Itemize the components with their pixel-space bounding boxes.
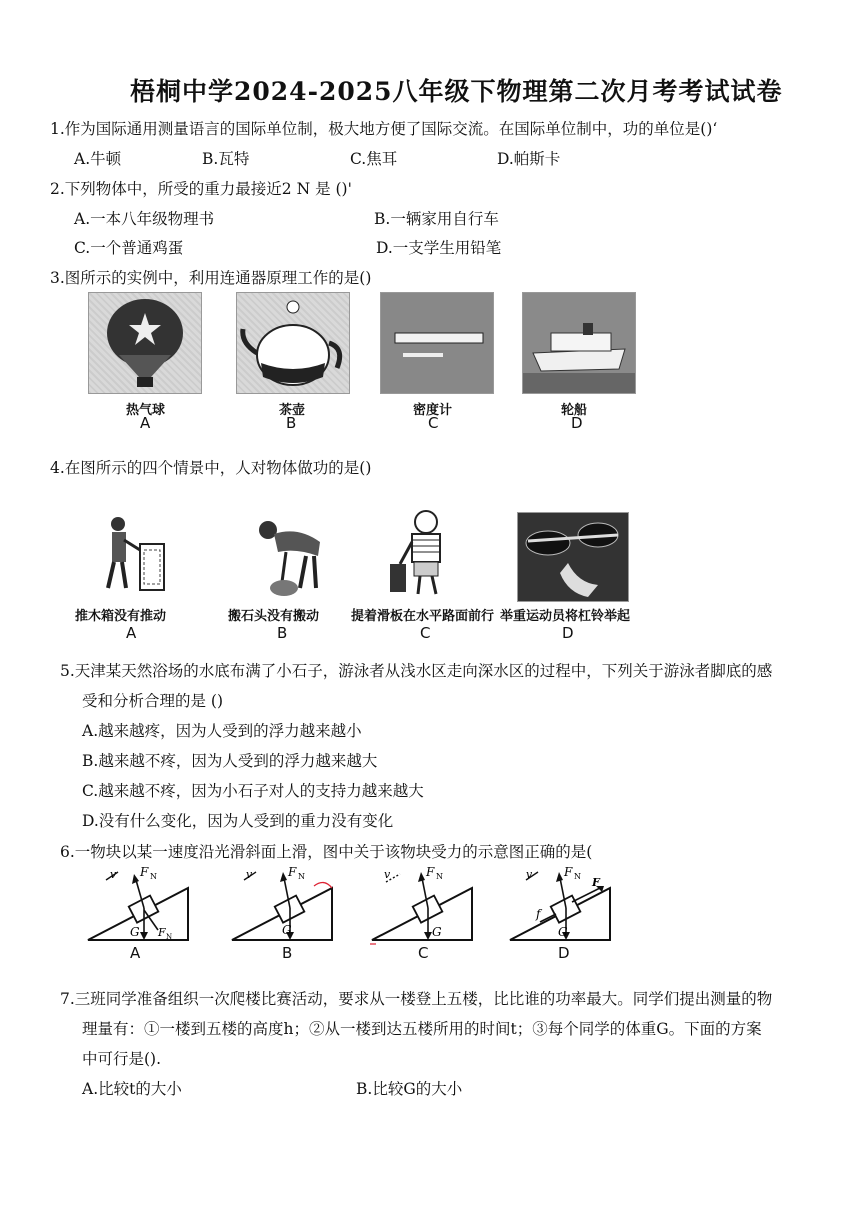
ship-image xyxy=(522,292,636,394)
q7-option-b: B.比较G的大小 xyxy=(356,1080,463,1098)
normal-force-label: F xyxy=(140,866,149,879)
q5-option-d: D.没有什么变化，因为人受到的重力没有变化 xyxy=(82,812,394,830)
q4-caption-b: 搬石头没有搬动 xyxy=(228,609,320,624)
question-5-stem-line2: 受和分析合理的是 () xyxy=(82,692,224,710)
q6-letter-b: B xyxy=(282,944,293,962)
q2-option-b: B.一辆家用自行车 xyxy=(374,210,499,228)
q3-caption-a: 热气球 xyxy=(126,403,166,418)
gravity-label: G xyxy=(282,923,292,937)
q2-option-c: C.一个普通鸡蛋 xyxy=(74,239,184,257)
q6-letter-d: D xyxy=(558,944,570,962)
q1-option-d: D.帕斯卡 xyxy=(497,150,561,168)
normal-force-label: F xyxy=(288,866,297,879)
question-6-stem: 6.一物块以某一速度沿光滑斜面上滑，图中关于该物块受力的示意图正确的是( xyxy=(60,843,593,861)
pushing-box-image xyxy=(98,510,168,600)
q4-letter-d: D xyxy=(562,624,574,642)
page-title: 梧桐中学2024-2025八年级下物理第二次月考考试试卷 xyxy=(130,77,783,106)
gravity-label: G xyxy=(130,925,140,939)
hot-air-balloon-image xyxy=(88,292,202,394)
q3-caption-d: 轮船 xyxy=(561,403,588,418)
question-3-stem: 3.图所示的实例中，利用连通器原理工作的是() xyxy=(50,269,372,287)
question-1-stem: 1.作为国际通用测量语言的国际单位制，极大地方便了国际交流。在国际单位制中，功的单位是()‘ xyxy=(50,120,718,138)
normal-force-subscript: N xyxy=(150,872,157,881)
q2-option-d: D.一支学生用铅笔 xyxy=(376,239,502,257)
velocity-label: v xyxy=(110,868,117,881)
q4-letter-a: A xyxy=(126,624,137,642)
normal-force-label: F xyxy=(564,866,573,879)
gravity-label: G xyxy=(432,925,442,939)
q6-letter-c: C xyxy=(418,944,429,962)
q4-caption-c: 提着滑板在水平路面前行 xyxy=(351,609,495,624)
q4-caption-a: 推木箱没有推动 xyxy=(75,609,167,624)
q3-letter-b: B xyxy=(286,414,297,432)
velocity-label: v xyxy=(246,868,253,881)
q1-option-a: A.牛顿 xyxy=(74,150,122,168)
normal-force-subscript: N xyxy=(436,872,443,881)
question-7-line1: 7.三班同学准备组织一次爬楼比赛活动，要求从一楼登上五楼，比比谁的功率最大。同学们提出测量的物 xyxy=(60,990,773,1008)
question-7-line2: 理量有：①一楼到五楼的高度h；②从一楼到达五楼所用的时间t；③每个同学的体重G。下面的方案 xyxy=(82,1020,762,1038)
q3-caption-b: 茶壶 xyxy=(279,403,306,418)
velocity-label: v xyxy=(384,868,391,881)
q4-letter-b: B xyxy=(277,624,288,642)
q1-option-c: C.焦耳 xyxy=(350,150,398,168)
q6-letter-a: A xyxy=(130,944,141,962)
question-5-stem-line1: 5.天津某天然浴场的水底布满了小石子，游泳者从浅水区走向深水区的过程中，下列关于游泳者脚底的感 xyxy=(60,662,773,680)
question-2-stem: 2.下列物体中，所受的重力最接近2 N 是 ()' xyxy=(50,180,352,198)
q7-option-a: A.比较t的大小 xyxy=(82,1080,182,1098)
question-4-stem: 4.在图所示的四个情景中，人对物体做功的是() xyxy=(50,459,372,477)
hydrometer-image xyxy=(380,292,494,394)
normal-force-subscript: N xyxy=(574,872,581,881)
force-subscript: N xyxy=(166,933,173,941)
normal-force-subscript: N xyxy=(298,872,305,881)
q3-letter-d: D xyxy=(571,414,583,432)
question-7-line3: 中可行是(). xyxy=(82,1050,162,1068)
gravity-label: G xyxy=(558,925,568,939)
q1-option-b: B.瓦特 xyxy=(202,150,250,168)
q2-option-a: A.一本八年级物理书 xyxy=(74,210,215,228)
friction-label: f xyxy=(536,907,541,921)
q5-option-b: B.越来越不疼，因为人受到的浮力越来越大 xyxy=(82,752,378,770)
carrying-skateboard-image xyxy=(386,508,464,600)
force-label: F xyxy=(158,926,166,939)
q5-option-c: C.越来越不疼，因为小石子对人的支持力越来越大 xyxy=(82,782,424,800)
q5-option-a: A.越来越疼，因为人受到的浮力越来越小 xyxy=(82,722,362,740)
q4-letter-c: C xyxy=(420,624,431,642)
velocity-label: v xyxy=(526,868,533,881)
q4-caption-d: 举重运动员将杠铃举起 xyxy=(500,609,631,624)
normal-force-label: F xyxy=(426,866,435,879)
q3-letter-a: A xyxy=(140,414,151,432)
teapot-image xyxy=(236,292,350,394)
lifting-stone-image xyxy=(238,512,338,600)
q3-letter-c: C xyxy=(428,414,439,432)
q3-caption-c: 密度计 xyxy=(413,403,453,418)
applied-force-label: F xyxy=(592,876,600,889)
weightlifter-image xyxy=(517,512,629,602)
